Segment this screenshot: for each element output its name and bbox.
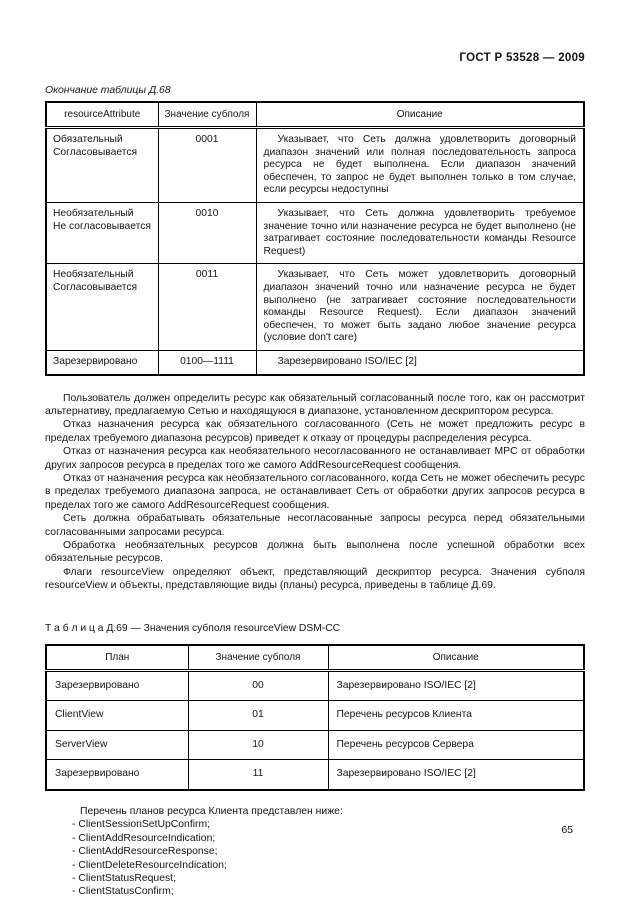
list-item: - ClientAddResourceResponse;: [72, 846, 218, 858]
cell-subfield-value: 0001: [158, 128, 256, 203]
cell-description: Указывает, что Сеть должна удовлетворить договорный диапазон значений или полная последовательность запроса ресурса не будет выполнена. Если диапазон значений обеспечен, то запрос не будет выполнен только в том случае, если ресурсы недоступны: [256, 128, 584, 203]
list-item: - ClientAddResourceIndication;: [72, 832, 216, 844]
column-header-subfield-value: Значение субполя: [188, 645, 328, 671]
cell-description: Указывает, что Сеть должна удовлетворить требуемое значение точно или назначение ресурса не будет выполнено (не затрагивает состояние последовательности команды Resource Request): [256, 202, 584, 263]
table-row: [46, 760, 584, 790]
attr-line: Не согласовывается: [53, 220, 151, 232]
cell-subfield-value: 0010: [158, 202, 256, 263]
column-header-description: Описание: [328, 645, 584, 671]
attr-line: Необязательный: [53, 269, 134, 281]
table-d68-continuation-caption: Окончание таблицы Д.68: [45, 85, 171, 96]
paragraph: Отказ от назначения ресурса как необязательного несогласованного не останавливает MPC от обработки других запросов ресурса в пределах того же самого AddResourceRequest сообщения.: [45, 446, 585, 471]
paragraph: Сеть должна обрабатывать обязательные несогласованные запросы ресурса перед обязательными согласованными запросами ресурса.: [45, 513, 585, 538]
list-item: - ClientStatusConfirm;: [72, 886, 174, 898]
cell-resource-attribute: [46, 202, 158, 263]
attr-line: Необязательный: [53, 207, 134, 219]
cell-subfield-value: 0011: [158, 264, 256, 351]
paragraph: Отказ назначения ресурса как обязательного согласованного (Сеть не может предложить ресурс в пределах требуемого диапазона ресурсов) приведет к отказу от процедуры распределения ресурса.: [45, 419, 585, 444]
cell-plan: Зарезервировано: [46, 670, 188, 701]
table-row: [46, 202, 584, 263]
client-plans-list: [72, 818, 585, 898]
table-d69-header-row: [46, 645, 584, 671]
body-text-block: [45, 392, 585, 593]
table-row: [46, 350, 584, 374]
paragraph: Обработка необязательных ресурсов должна быть выполнена после успешной обработки всех обязательные ресурсов.: [45, 539, 585, 565]
cell-resource-attribute: [46, 128, 158, 203]
table-d69-caption: Т а б л и ц а Д.69 — Значения субполя resourceView DSM-CC: [45, 622, 341, 634]
client-plans-intro: Перечень планов ресурса Клиента представлен ниже:: [80, 805, 343, 817]
doc-standard-number: ГОСТ Р 53528 — 2009: [459, 52, 585, 64]
table-d69: [45, 644, 585, 791]
cell-resource-attribute: [46, 350, 158, 374]
table-d68: [45, 101, 585, 376]
cell-plan: ServerView: [46, 730, 188, 760]
table-row: [46, 670, 584, 701]
list-item: - ClientDeleteResourceIndication;: [72, 859, 227, 871]
cell-resource-attribute: [46, 264, 158, 351]
list-item: - ClientSessionSetUpConfirm;: [72, 819, 211, 831]
cell-subfield-value: 10: [188, 730, 328, 760]
attr-line: Согласовывается: [53, 146, 138, 158]
table-row: [46, 730, 584, 760]
attr-line: Обязательный: [53, 134, 123, 145]
paragraph: Флаги resourceView определяют объект, представляющий дескриптор ресурса. Значения субполя resourceView и объекты, представляющие виды (планы) ресурса, приведены в таблице Д.69.: [45, 566, 585, 592]
cell-plan: Зарезервировано: [46, 760, 188, 790]
attr-line: Зарезервировано: [53, 355, 138, 367]
cell-description: Зарезервировано ISO/IEC [2]: [328, 760, 584, 790]
table-row: [46, 701, 584, 731]
column-header-subfield-value: Значение субполя: [158, 102, 256, 128]
paragraph: Пользователь должен определить ресурс как обязательный согласованный после того, как он рассмотрит альтернативу, предлагаемую Сетью и находящуюся в диапазоне, установленном дескриптором ресурса.: [45, 392, 585, 417]
page-number: 65: [561, 824, 573, 836]
cell-description: Зарезервировано ISO/IEC [2]: [256, 350, 584, 374]
attr-line: Согласовывается: [53, 281, 138, 293]
table-row: [46, 128, 584, 203]
table-d68-header-row: [46, 102, 584, 128]
cell-description: Перечень ресурсов Сервера: [328, 730, 584, 760]
cell-description: Указывает, что Сеть может удовлетворить договорный диапазон значений точно или назначение ресурса не будет выполнено (не затрагивает состояние последовательности команды Resource Request). Если диапазон значений обеспечен, то может быть задано любое значение ресурса (условие don't care): [256, 264, 584, 351]
cell-plan: ClientView: [46, 701, 188, 731]
cell-subfield-value: 0100—1111: [158, 350, 256, 374]
column-header-description: Описание: [256, 102, 584, 128]
cell-description: Перечень ресурсов Клиента: [328, 701, 584, 731]
list-item: - ClientStatusRequest;: [72, 873, 176, 884]
column-header-resource-attribute: resourceAttribute: [46, 102, 158, 128]
table-row: [46, 264, 584, 351]
cell-subfield-value: 11: [188, 760, 328, 790]
cell-subfield-value: 01: [188, 701, 328, 731]
paragraph: Отказ от назначения ресурса как необязательного согласованного, когда Сеть не может обеспечить ресурс в пределах требуемого диапазона запроса, не останавливает Сеть от обработки других запросов ресурса в пределах того же самого AddResourceRequest сообщения.: [45, 472, 585, 511]
cell-description: Зарезервировано ISO/IEC [2]: [328, 670, 584, 701]
cell-subfield-value: 00: [188, 670, 328, 701]
column-header-plan: План: [46, 645, 188, 671]
